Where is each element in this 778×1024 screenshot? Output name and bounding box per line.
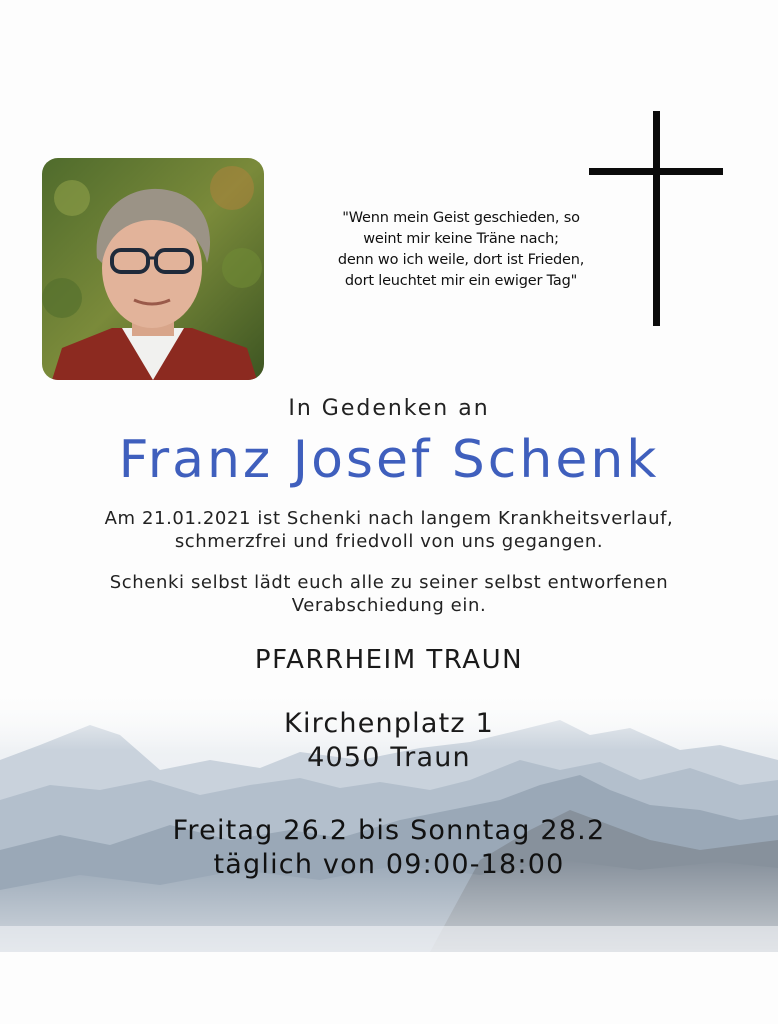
quote-line: "Wenn mein Geist geschieden, so [342,210,580,226]
date-range: Freitag 26.2 bis Sonntag 28.2 [172,815,606,846]
venue-name: PFARRHEIM TRAUN [254,645,524,675]
invitation-line: Schenki selbst lädt euch alle zu seiner selbst entworfenen [109,572,669,593]
venue-address [0,707,778,775]
address-city: 4050 Traun [307,742,471,773]
quote-line: denn wo ich weile, dort ist Frieden, [337,252,585,268]
invitation-text [0,571,778,617]
memorial-quote [300,208,622,292]
passing-notice [0,507,778,553]
quote-line: weint mir keine Träne nach; [363,231,559,247]
quote-line: dort leuchtet mir ein ewiger Tag" [344,273,578,289]
daily-hours: täglich von 09:00-18:00 [213,849,565,880]
heading-in-memory: In Gedenken an [288,396,490,421]
invitation-line: Verabschiedung ein. [291,595,487,616]
portrait-photo [42,158,264,380]
deceased-name: Franz Josef Schenk [118,430,660,490]
passing-notice-line: Am 21.01.2021 ist Schenki nach langem Krankheitsverlauf, [104,508,674,529]
viewing-dates [0,814,778,882]
address-street: Kirchenplatz 1 [284,708,494,739]
passing-notice-line: schmerzfrei und friedvoll von uns gegangen. [174,531,604,552]
